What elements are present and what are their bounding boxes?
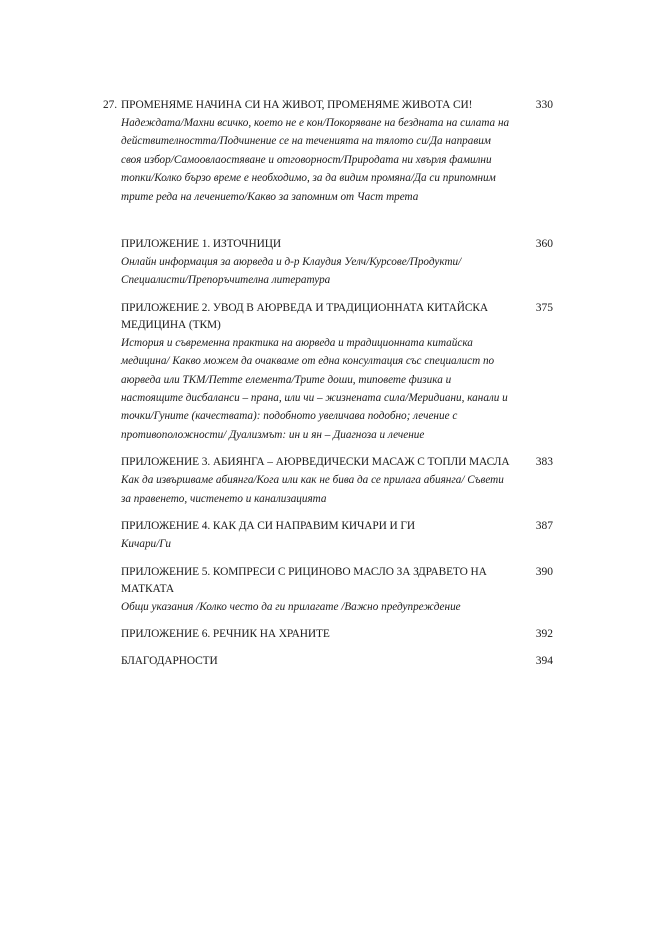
table-of-contents: [103, 97, 553, 680]
toc-entry-appendix-6: [103, 626, 553, 643]
toc-subtopics: Как да извършваме абиянга/Кога или как не бива да се прилага абиянга/ Съвети за правенето, чистенето и канализацията: [121, 474, 504, 505]
page-number: 394: [535, 654, 553, 667]
toc-subtopics: История и съвременна практика на аюрведа и традиционната китайска медицина/ Какво можем да очакваме от една консултация със специалист по аюрведа или ТКМ/Петте елемента/Трите доши, типовете физика и настоящите дисбаланси – прана, или чи – жизнената сила/Меридиани, канали и точки/Гуните (качествата): подобното увеличава подобно; лечение с противоположности/ Дуализмът: ин и ян – Диагноза и лечение: [121, 336, 508, 441]
toc-heading: ПРИЛОЖЕНИЕ 5. КОМПРЕСИ С РИЦИНОВО МАСЛО ЗА ЗДРАВЕТО НА МАТКАТА: [121, 565, 487, 595]
toc-entry-appendix-3: [103, 454, 553, 508]
page-number: 330: [535, 99, 553, 111]
page-number: 392: [535, 627, 553, 640]
toc-heading: БЛАГОДАРНОСТИ: [121, 654, 218, 667]
page-number: 390: [535, 565, 553, 578]
toc-entry-acknowledgements: [103, 653, 553, 670]
toc-entry-appendix-2: [103, 300, 553, 444]
toc-entry-appendix-1: [103, 236, 553, 290]
toc-heading: ПРИЛОЖЕНИЕ 1. ИЗТОЧНИЦИ: [121, 238, 281, 251]
toc-heading: [103, 97, 553, 114]
page-number: 360: [535, 238, 553, 251]
page-number: 383: [535, 456, 553, 469]
toc-entry-appendix-4: [103, 518, 553, 553]
toc-heading: ПРИЛОЖЕНИЕ 2. УВОД В АЮРВЕДА И ТРАДИЦИОННАТА КИТАЙСКА МЕДИЦИНА (ТКМ): [121, 301, 489, 331]
page-number: 375: [535, 301, 553, 314]
page-number: 387: [535, 520, 553, 533]
toc-entry-chapter-27: [103, 97, 553, 206]
toc-subtopics: Кичари/Ги: [121, 538, 171, 551]
chapter-title: ПРОМЕНЯМЕ НАЧИНА СИ НА ЖИВОТ, ПРОМЕНЯМЕ ЖИВОТА СИ!: [121, 99, 473, 111]
toc-heading: ПРИЛОЖЕНИЕ 6. РЕЧНИК НА ХРАНИТЕ: [121, 627, 330, 640]
toc-subtopics: Онлайн информация за аюрведа и д-р Клаудия Уелч/Курсове/Продукти/Специалисти/Препоръчителна литература: [121, 256, 462, 287]
toc-subtopics: Общи указания /Колко често да ги прилагате /Важно предупреждение: [121, 600, 461, 613]
toc-subtopics: Надеждата/Махни всичко, което не е кон/Покоряване на бездната на силата на действителността/Подчинение се на теченията на тялото си/Да направим своя избор/Самоовлаостяване и отговорност/Природата ни хвърля фамилни топки/Колко бързо време е необходимо, за да видим промяна/Да си припомним трите реда на лечението/Какво за запомним от Част трета: [121, 117, 510, 203]
toc-heading: ПРИЛОЖЕНИЕ 3. АБИЯНГА – АЮРВЕДИЧЕСКИ МАСАЖ С ТОПЛИ МАСЛА: [121, 456, 510, 469]
toc-heading: ПРИЛОЖЕНИЕ 4. КАК ДА СИ НАПРАВИМ КИЧАРИ И ГИ: [121, 520, 415, 533]
toc-entry-appendix-5: [103, 564, 553, 616]
chapter-number: 27.: [103, 99, 117, 111]
